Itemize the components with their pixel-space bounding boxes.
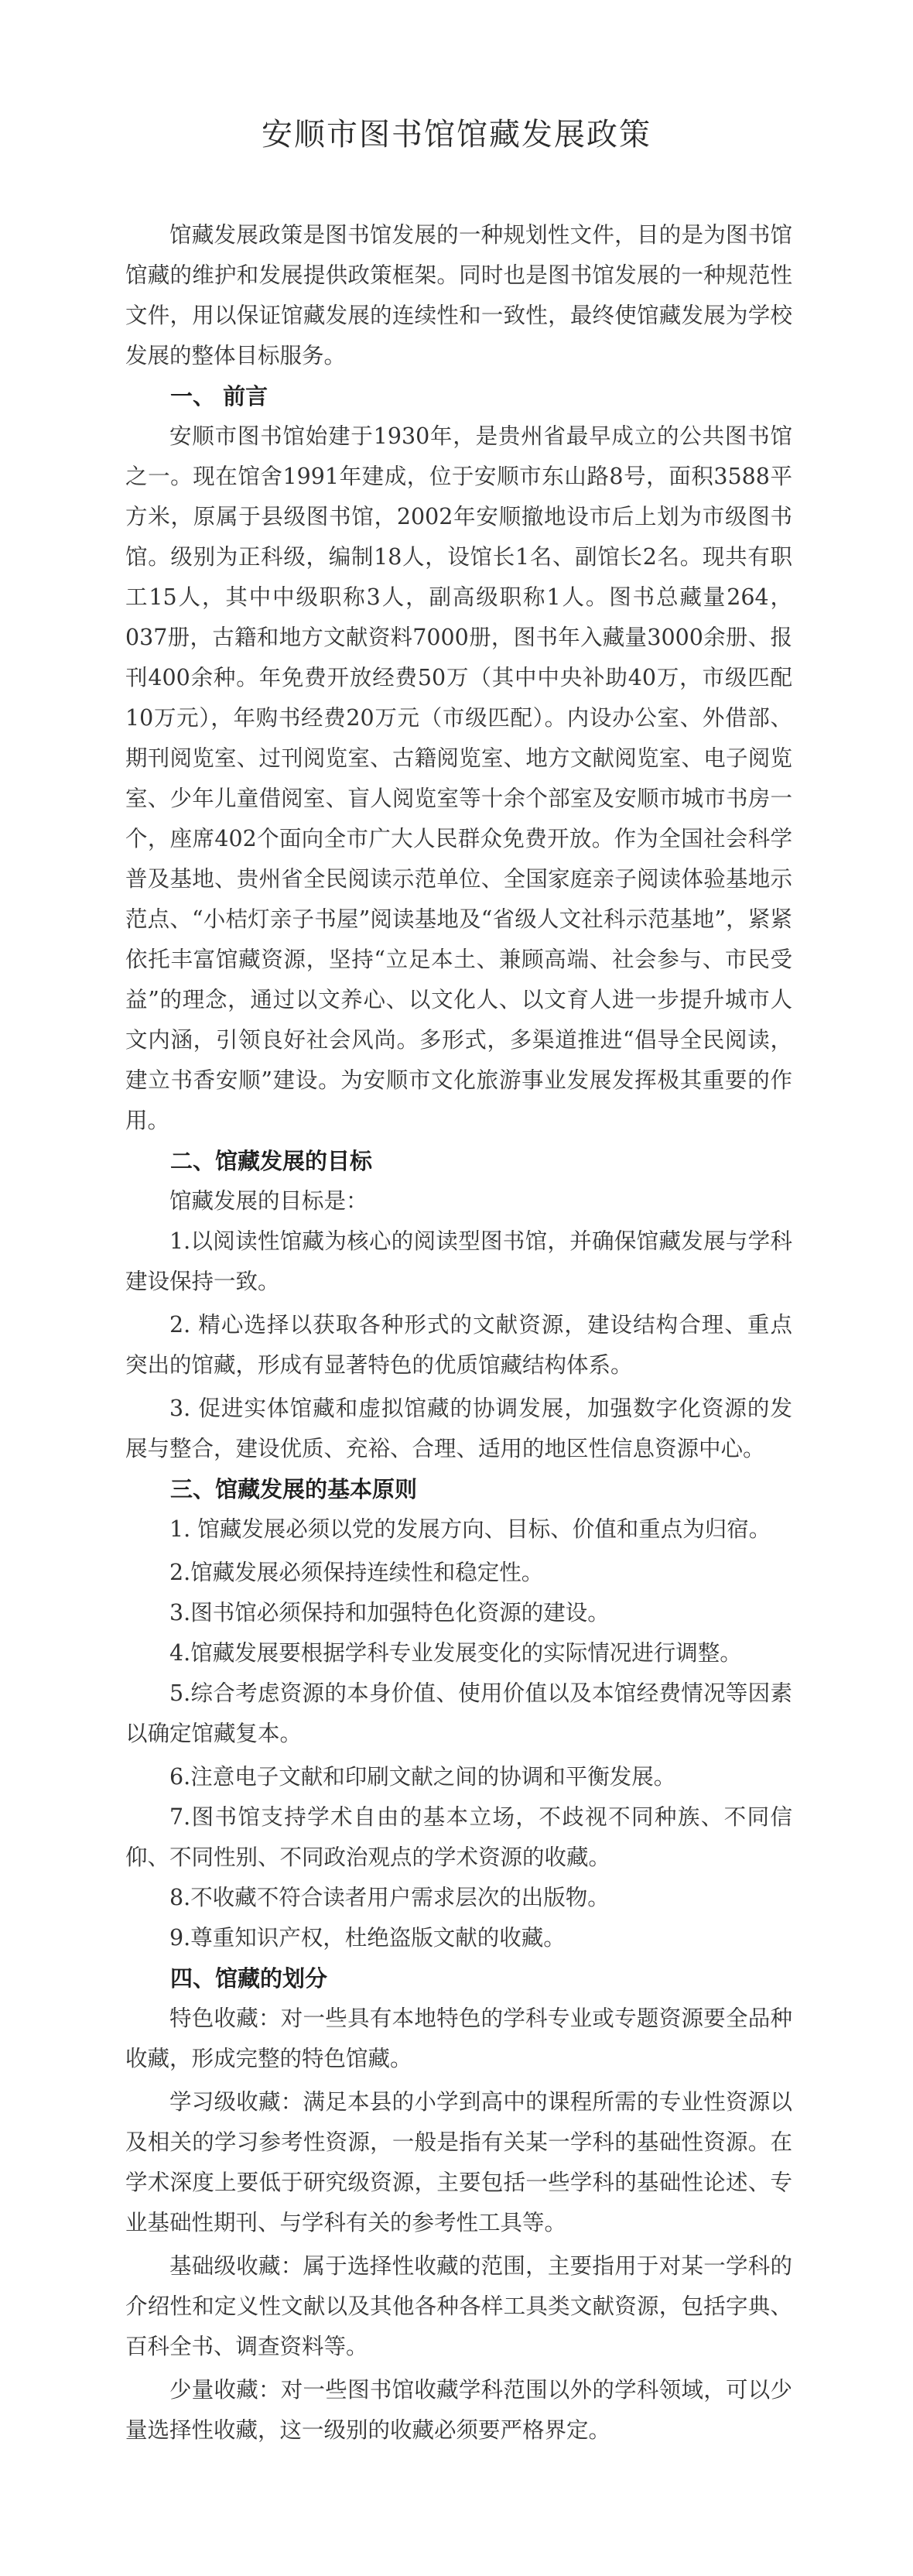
goal-item: 2. 精心选择以获取各种形式的文献资源，建设结构合理、重点突出的馆藏，形成有显著特色的优质馆藏结构体系。 (125, 1312, 792, 1378)
collection-level-item: 特色收藏：对一些具有本地特色的学科专业或专题资源要全品种收藏，形成完整的特色馆藏。 (125, 2006, 792, 2071)
principle-item: 4.馆藏发展要根据学科专业发展变化的实际情况进行调整。 (169, 1640, 742, 1666)
principle-item: 6.注意电子文献和印刷文献之间的协调和平衡发展。 (169, 1764, 676, 1790)
intro-paragraph: 馆藏发展政策是图书馆发展的一种规划性文件，目的是为图书馆馆藏的维护和发展提供政策框架。同时也是图书馆发展的一种规范性文件，用以保证馆藏发展的连续性和一致性，最终使馆藏发展为学校发展的整体目标服务。 (125, 222, 792, 368)
principle-item: 2.馆藏发展必须保持连续性和稳定性。 (169, 1560, 544, 1585)
goal-item: 1.以阅读性馆藏为核心的阅读型图书馆，并确保馆藏发展与学科建设保持一致。 (125, 1228, 792, 1294)
section-heading-goals: 二、馆藏发展的目标 (170, 1148, 373, 1174)
principle-item: 8.不收藏不符合读者用户需求层次的出版物。 (169, 1885, 610, 1910)
document-title: 安顺市图书馆馆藏发展政策 (262, 117, 651, 152)
section-heading-preface: 一、 前言 (170, 383, 268, 409)
collection-level-item: 基础级收藏：属于选择性收藏的范围，主要指用于对某一学科的介绍性和定义性文献以及其他各种各样工具类文献资源，包括字典、百科全书、调查资料等。 (125, 2253, 792, 2359)
preface-paragraph: 安顺市图书馆始建于1930年，是贵州省最早成立的公共图书馆之一。现在馆舍1991年建成，位于安顺市东山路8号，面积3588平方米，原属于县级图书馆，2002年安顺撤地设市后上划为市级图书馆。级别为正科级，编制18人，设馆长1名、副馆长2名。现共有职工15人，其中中级职称3人，副高级职称1人。图书总藏量264，037册，古籍和地方文献资料7000册，图书年入藏量3000余册、报刊400余种。年免费开放经费50万（其中中央补助40万，市级匹配10万元），年购书经费20万元（市级匹配）。内设办公室、外借部、期刊阅览室、过刊阅览室、古籍阅览室、地方文献阅览室、电子阅览室、少年儿童借阅室、盲人阅览室等十余个部室及安顺市城市书房一个，座席402个面向全市广大人民群众免费开放。作为全国社会科学普及基地、贵州省全民阅读示范单位、全国家庭亲子阅读体验基地示范点、“小桔灯亲子书屋”阅读基地及“省级人文社科示范基地”，紧紧依托丰富馆藏资源，坚持“立足本土、兼顾高端、社会参与、市民受益”的理念，通过以文养心、以文化人、以文育人进一步提升城市人文内涵，引领良好社会风尚。多形式，多渠道推进“倡导全民阅读，建立书香安顺”建设。为安顺市文化旅游事业发展发挥极其重要的作用。 (125, 423, 792, 1133)
principle-item: 9.尊重知识产权，杜绝盗版文献的收藏。 (169, 1925, 566, 1951)
section-heading-principles: 三、馆藏发展的基本原则 (170, 1476, 418, 1502)
principle-item: 7.图书馆支持学术自由的基本立场，不歧视不同种族、不同信仰、不同性别、不同政治观点的学术资源的收藏。 (125, 1804, 792, 1870)
collection-level-item: 学习级收藏：满足本县的小学到高中的课程所需的专业性资源以及相关的学习参考性资源，一般是指有关某一学科的基础性资源。在学术深度上要低于研究级资源，主要包括一些学科的基础性论述、专业基础性期刊、与学科有关的参考性工具等。 (125, 2089, 792, 2235)
principle-item: 3.图书馆必须保持和加强特色化资源的建设。 (169, 1600, 610, 1625)
principle-item: 1. 馆藏发展必须以党的发展方向、目标、价值和重点为归宿。 (169, 1516, 771, 1542)
goal-item: 3. 促进实体馆藏和虚拟馆藏的协调发展，加强数字化资源的发展与整合，建设优质、充裕、合理、适用的地区性信息资源中心。 (125, 1396, 792, 1461)
principle-item: 5.综合考虑资源的本身价值、使用价值以及本馆经费情况等因素以确定馆藏复本。 (125, 1680, 792, 1746)
goals-lead: 馆藏发展的目标是： (169, 1188, 368, 1214)
document-body (125, 215, 792, 2451)
section-heading-division: 四、馆藏的划分 (170, 1965, 328, 1992)
collection-level-item: 少量收藏：对一些图书馆收藏学科范围以外的学科领域，可以少量选择性收藏，这一级别的收藏必须要严格界定。 (125, 2377, 792, 2443)
